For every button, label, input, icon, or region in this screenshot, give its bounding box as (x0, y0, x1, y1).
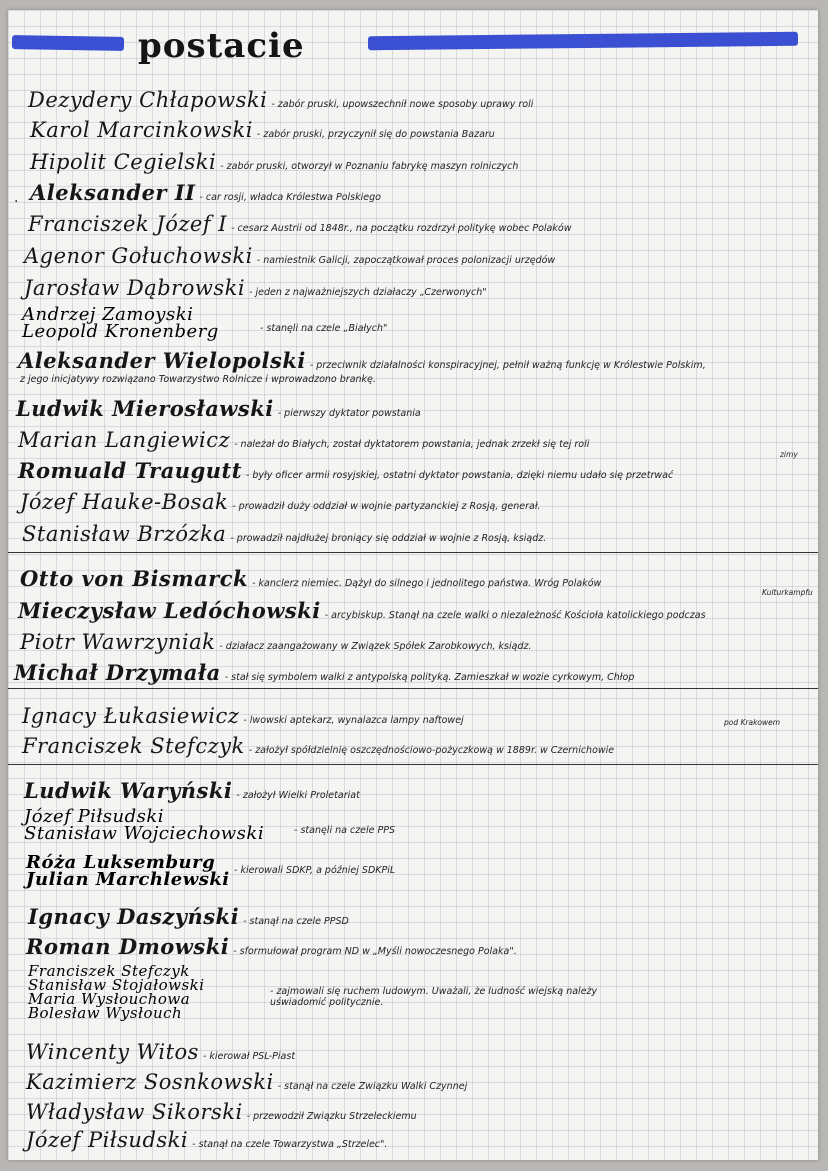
entry-name: Mieczysław Ledóchowski (18, 598, 321, 623)
page-title: postacie (138, 26, 305, 66)
entry-9b (20, 374, 818, 385)
entry-name: Bolesław Wysłouch (28, 1004, 183, 1022)
entry-name: Władysław Sikorski (26, 1100, 243, 1124)
margin-note: zimy (780, 450, 798, 459)
entry-26-group (28, 964, 205, 1020)
entry-8-desc (256, 316, 656, 335)
entry-17 (20, 630, 818, 654)
notebook-page (8, 10, 818, 1160)
entry-4 (30, 180, 818, 205)
entry-13 (20, 490, 818, 514)
entry-name: Dezydery Chłapowski (28, 88, 268, 112)
entry-8-group (22, 306, 219, 340)
entry-name: Otto von Bismarck (20, 566, 249, 591)
entry-desc: - działacz zaangażowany w Związek Spółek Zarobkowych, ksiądz. (219, 641, 532, 652)
entry-name: Maria Wysłouchowa (28, 990, 191, 1008)
entry-name: Ignacy Łukasiewicz (22, 704, 240, 728)
entry-22-desc (290, 818, 690, 837)
entry-14 (22, 522, 818, 546)
section-divider (8, 552, 818, 553)
entry-desc: - założył spółdzielnię oszczędnościowo-pożyczkową w 1889r. w Czernichowie (248, 745, 615, 756)
entry-27 (26, 1040, 818, 1064)
entry-desc: - zajmowali się ruchem ludowym. Uważali, że ludność wiejską należy (270, 986, 598, 997)
entry-desc: - stanęli na czele „Białych" (260, 323, 388, 334)
entry-20 (22, 734, 818, 758)
entry-desc: - sformułował program ND w „Myśli nowoczesnego Polaka". (233, 946, 517, 957)
entry-desc: - prowadził duży oddział w wojnie partyzanckiej z Rosją, generał. (232, 501, 541, 512)
entry-desc: - stanął na czele Związku Walki Czynnej (277, 1081, 468, 1092)
entry-name: Franciszek Stefczyk (22, 734, 245, 758)
section-divider (8, 688, 818, 689)
entry-name: Józef Hauke-Bosak (20, 490, 229, 514)
entry-desc: uświadomić politycznie. (270, 997, 384, 1008)
entry-name: Stanisław Stojałowski (28, 976, 205, 994)
section-divider (8, 764, 818, 765)
entry-name: Romuald Traugutt (18, 458, 242, 483)
entry-name: Michał Drzymała (14, 660, 221, 685)
entry-desc: - car rosji, władca Królestwa Polskiego (199, 192, 381, 203)
entry-desc: - należał do Białych, został dyktatorem powstania, jednak zrzekł się tej roli (234, 439, 590, 450)
entry-desc: - stanął na czele Towarzystwa „Strzelec". (192, 1139, 388, 1150)
entry-name: Franciszek Józef I (28, 212, 228, 236)
entry-name: Ludwik Waryński (24, 778, 233, 803)
entry-21 (24, 778, 818, 803)
entry-18 (14, 660, 818, 685)
entry-desc: - zabór pruski, otworzył w Poznaniu fabrykę maszyn rolniczych (220, 161, 519, 172)
entry-name: Franciszek Stefczyk (28, 962, 190, 980)
entry-desc: - zabór pruski, upowszechnił nowe sposoby uprawy roli (271, 99, 534, 110)
entry-name: Andrzej Zamoyski (22, 304, 194, 325)
entry-22-group (24, 808, 264, 842)
entry-name: Leopold Kronenberg (22, 321, 219, 342)
title-bar-left (12, 35, 124, 51)
entry-2 (30, 118, 818, 142)
bullet-mark: · (14, 194, 19, 210)
entry-desc: - stanął na czele PPSD (243, 916, 349, 927)
entry-name: Ludwik Mierosławski (16, 396, 274, 421)
entry-10 (16, 396, 818, 421)
entry-name: Piotr Wawrzyniak (20, 630, 216, 654)
entry-15 (20, 566, 818, 591)
entry-name: Julian Marchlewski (26, 869, 230, 890)
entry-desc: - zabór pruski, przyczynił się do powstania Bazaru (256, 129, 495, 140)
margin-note: Kulturkampfu (762, 588, 813, 597)
entry-desc: - cesarz Austrii od 1848r., na początku rozdrzył politykę wobec Polaków (231, 223, 572, 234)
entry-name: Wincenty Witos (26, 1040, 199, 1064)
entry-name: Hipolit Cegielski (30, 150, 217, 174)
entry-desc: - jeden z najważniejszych działaczy „Czerwonych" (249, 287, 487, 298)
entry-desc: - stanęli na czele PPS (294, 825, 396, 836)
entry-desc: - kierowali SDKP, a później SDKPiL (234, 865, 396, 876)
entry-1 (28, 88, 818, 112)
entry-desc: - pierwszy dyktator powstania (277, 408, 421, 419)
entry-name: Stanisław Wojciechowski (24, 823, 265, 844)
entry-7 (24, 276, 818, 300)
entry-desc: - lwowski aptekarz, wynalazca lampy naftowej (243, 715, 464, 726)
entry-desc: - prowadził najdłużej broniący się oddział w wojnie z Rosją, ksiądz. (230, 533, 547, 544)
entry-3 (30, 150, 818, 174)
entry-9 (18, 348, 818, 373)
entry-12 (18, 458, 818, 483)
entry-desc: - namiestnik Galicji, zapoczątkował proces polonizacji urzędów (256, 255, 556, 266)
entry-name: Agenor Gołuchowski (24, 244, 253, 268)
entry-29 (26, 1100, 818, 1124)
entry-desc: - arcybiskup. Stanął na czele walki o niezależność Kościoła katolickiego podczas (324, 610, 706, 621)
entry-name: Kazimierz Sosnkowski (26, 1070, 274, 1094)
entry-desc: - przewodził Związku Strzeleckiemu (246, 1111, 417, 1122)
entry-name: Aleksander Wielopolski (18, 348, 306, 373)
entry-name: Jarosław Dąbrowski (24, 276, 246, 300)
entry-19 (22, 704, 818, 728)
entry-26-desc (270, 986, 810, 1008)
entry-name: Karol Marcinkowski (30, 118, 253, 142)
entry-23-group (26, 854, 230, 888)
entry-30 (26, 1128, 818, 1152)
margin-note: pod Krakowem (724, 718, 781, 727)
entry-name: Ignacy Daszyński (28, 904, 240, 929)
entry-name: Marian Langiewicz (18, 428, 231, 452)
entry-name: Stanisław Brzózka (22, 522, 227, 546)
entry-desc: - kierował PSL-Piast (202, 1051, 296, 1062)
entry-name: Aleksander II (30, 180, 196, 205)
entry-24 (28, 904, 818, 929)
entry-name: Józef Piłsudski (26, 1128, 189, 1152)
entry-23-desc (230, 858, 630, 877)
entry-6 (24, 244, 818, 268)
entry-name: Roman Dmowski (26, 934, 230, 959)
entry-desc: - stał się symbolem walki z antypolską polityką. Zamieszkał w wozie cyrkowym, Chłop (224, 672, 635, 683)
entry-name: Józef Piłsudski (24, 806, 165, 827)
entry-11 (18, 428, 818, 452)
entry-desc: - były oficer armii rosyjskiej, ostatni dyktator powstania, dzięki niemu udało się przetrwać (245, 470, 674, 481)
entry-desc: - założył Wielki Proletariat (236, 790, 360, 801)
entry-name: Róża Luksemburg (26, 852, 216, 873)
entry-desc: z jego inicjatywy rozwiązano Towarzystwo Rolnicze i wprowadzono brankę. (20, 374, 376, 385)
entry-5 (28, 212, 818, 236)
entry-16 (18, 598, 818, 623)
title-bar-right (368, 32, 798, 51)
entry-desc: - kanclerz niemiec. Dążył do silnego i jednolitego państwa. Wróg Polaków (252, 578, 602, 589)
entry-25 (26, 934, 818, 959)
entry-desc: - przeciwnik działalności konspiracyjnej, pełnił ważną funkcję w Królestwie Polskim, (309, 360, 706, 371)
entry-28 (26, 1070, 818, 1094)
